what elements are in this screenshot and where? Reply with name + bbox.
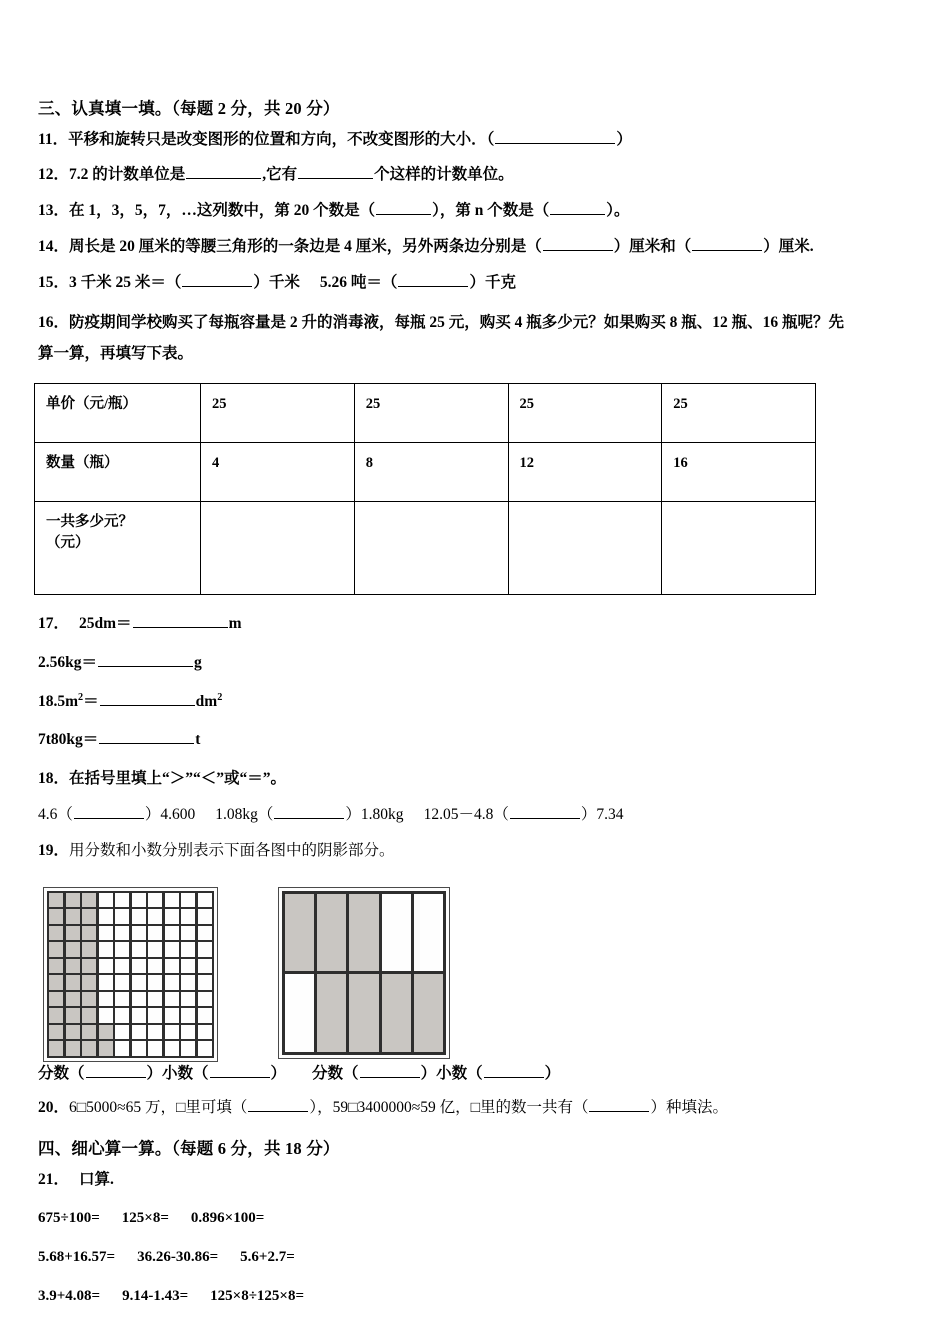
grid-cell [49,975,63,989]
question-14-number: 14． [38,237,70,255]
grid-cell [132,909,146,923]
question-17-item-3-left-superscript: 2 [78,691,84,703]
grid-cell [99,959,113,973]
grid-cell [198,942,212,956]
question-17-number: 17． [38,615,70,633]
question-13-text-3: ）。 [606,202,630,220]
grid-cell [49,942,63,956]
cell-quantity-2: 8 [354,443,508,502]
question-21-row-2 [38,1245,918,1269]
calc-item-2-1[interactable]: 5.68+16.57= [38,1248,116,1265]
grid-cell [132,893,146,907]
grid-cell [349,894,378,972]
question-18-items [38,803,918,828]
tenths-strip-grid-figure [278,887,450,1059]
question-14 [38,235,918,260]
question-18-b-right: ）1.80kg [345,806,404,824]
grid-cell [82,926,96,940]
grid-cell [99,992,113,1006]
question-17-item-4-left: 7t80kg＝ [38,731,99,749]
grid-cell [115,1041,129,1055]
hundred-square-grid-figure [43,887,218,1062]
question-19-prompt-text: 用分数和小数分别表示下面各图中的阴影部分。 [69,841,395,859]
calc-item-1-1[interactable]: 675÷100= [38,1209,100,1226]
grid-cell [285,894,314,972]
question-17-blank-2[interactable] [98,651,193,667]
grid-cell [148,975,162,989]
grid-cell [181,1025,195,1039]
calc-item-2-3[interactable]: 5.6+2.7= [240,1248,295,1265]
cell-quantity-3: 12 [508,443,662,502]
grid-cell [165,992,179,1006]
question-19-answer-labels [38,1061,918,1083]
question-15-blank-1[interactable] [182,271,252,287]
figure-1-fraction-blank[interactable] [86,1062,146,1078]
question-15-text-2: ）千米 [253,273,300,291]
question-18-blank-1[interactable] [74,803,144,819]
calc-item-1-2[interactable]: 125×8= [121,1209,169,1226]
grid-cell [99,942,113,956]
grid-cell [198,1008,212,1022]
question-12-blank-2[interactable] [298,164,373,180]
calc-item-2-2[interactable]: 36.26-30.86= [137,1248,219,1265]
question-18-b-left: 1.08kg（ [215,806,274,824]
figure-2-decimal-blank[interactable] [484,1062,544,1078]
question-13-text-1: 在 1，3，5，7，…这列数中，第 20 个数是（ [69,202,376,220]
question-12-text-2: ,它有 [262,166,298,184]
grid-cell [115,926,129,940]
question-14-text-2: ）厘米和（ [613,237,692,255]
question-15-blank-2[interactable] [398,271,468,287]
question-16 [38,307,918,371]
question-14-text-3: ）厘米. [763,237,814,255]
grid-cell [198,975,212,989]
question-12-blank-1[interactable] [186,164,261,180]
question-13-blank-1[interactable] [376,199,431,215]
grid-cell [181,1041,195,1055]
grid-cell [99,1041,113,1055]
cell-total-1[interactable] [201,502,355,595]
question-20 [38,1096,918,1121]
grid-cell [181,893,195,907]
grid-cell [99,975,113,989]
grid-cell [181,1008,195,1022]
question-15-text-3: 5.26 吨＝（ [319,273,398,291]
grid-cell [132,975,146,989]
row-label-total-line1: 一共多少元？ [46,514,133,531]
grid-cell [82,893,96,907]
question-12-text-3: 个这样的计数单位。 [374,166,514,184]
question-17-blank-3[interactable] [100,690,195,706]
grid-cell [115,975,129,989]
grid-cell [49,959,63,973]
grid-cell [198,1041,212,1055]
question-12 [38,163,918,188]
grid-cell [132,992,146,1006]
grid-cell [66,893,80,907]
question-18-blank-2[interactable] [274,803,344,819]
question-19-prompt [38,839,918,864]
grid-cell [49,1041,63,1055]
question-11-text: 平移和旋转只是改变图形的位置和方向，不改变图形的大小．（ [68,130,495,148]
grid-cell [414,974,443,1052]
table-row-unit-price [35,384,816,443]
grid-cell [317,974,346,1052]
grid-cell [49,992,63,1006]
grid-cell [148,1025,162,1039]
grid-cell [198,909,212,923]
question-21-row-3 [38,1284,918,1308]
grid-cell [165,959,179,973]
figure-2-fraction-blank[interactable] [360,1062,420,1078]
question-14-blank-1[interactable] [543,235,613,251]
question-18-number: 18． [38,770,70,788]
cell-total-2[interactable] [354,502,508,595]
grid-cell [198,992,212,1006]
grid-cell [165,909,179,923]
question-17-blank-1[interactable] [133,612,228,628]
grid-cell [66,975,80,989]
question-14-blank-2[interactable] [692,235,762,251]
question-17-item-2-unit: g [194,653,202,671]
question-15-text-4: ）千克 [469,273,516,291]
question-21-row-1 [38,1206,918,1230]
question-20-blank-1[interactable] [248,1096,308,1112]
question-21-title-text: 口算. [79,1171,114,1189]
grid-cell [148,992,162,1006]
question-19-number: 19． [38,841,70,859]
question-18-a-left: 4.6（ [38,806,73,824]
grid-cell [82,992,96,1006]
grid-cell [115,909,129,923]
question-17-item-3-left: 18.5m [38,692,79,710]
question-17-line-1 [38,612,918,637]
grid-cell [165,1025,179,1039]
grid-cell [181,975,195,989]
grid-cell [165,926,179,940]
grid-cell [115,1008,129,1022]
question-18-c-left: 12.05－4.8（ [423,806,509,824]
grid-cell [115,959,129,973]
question-17-line-3 [38,690,918,715]
grid-cell [148,926,162,940]
question-17-item-2-left: 2.56kg＝ [38,653,97,671]
grid-cell [82,959,96,973]
grid-cell [382,974,411,1052]
grid-cell [148,1008,162,1022]
grid-cell [82,975,96,989]
cell-unit-price-4: 25 [662,384,816,443]
grid-cell [66,926,80,940]
grid-cell [115,1025,129,1039]
grid-cell [148,1041,162,1055]
question-18-c-right: ）7.34 [580,806,624,824]
grid-cell [115,992,129,1006]
cell-quantity-4: 16 [662,443,816,502]
question-14-text-1: 周长是 20 厘米的等腰三角形的一条边是 4 厘米，另外两条边分别是（ [69,237,542,255]
cell-unit-price-1: 25 [201,384,355,443]
grid-cell [165,893,179,907]
grid-cell [414,894,443,972]
table-row-total [35,502,816,595]
question-17-line-4 [38,728,918,753]
grid-cell [181,959,195,973]
question-17-line-2 [38,651,918,676]
figure-1-close: ） [270,1064,287,1082]
figure-2-fraction-label: 分数（ [312,1064,359,1082]
question-17-item-3-unit: dm [195,692,218,710]
calc-item-1-3[interactable]: 0.896×100= [190,1209,265,1226]
question-19-figures [38,875,918,1055]
grid-cell [132,959,146,973]
grid-cell [115,893,129,907]
question-18-blank-3[interactable] [510,803,580,819]
question-16-price-table [34,383,816,595]
grid-cell [198,1025,212,1039]
figure-1-fraction-label: 分数（ [38,1064,85,1082]
section-4-heading: 四、细心算一算。（每题 6 分，共 18 分） [38,1139,340,1159]
calc-item-3-1[interactable]: 3.9+4.08= [38,1287,101,1304]
grid-cell [148,893,162,907]
grid-cell [181,926,195,940]
question-20-number: 20． [38,1098,70,1116]
grid-cell [66,1041,80,1055]
question-11-tail: ） [616,130,632,148]
question-21-title [38,1168,918,1193]
table-row-quantity [35,443,816,502]
question-20-text-3: ）种填法。 [650,1098,728,1116]
grid-cell [132,942,146,956]
cell-unit-price-2: 25 [354,384,508,443]
cell-total-3[interactable] [508,502,662,595]
grid-cell [82,942,96,956]
row-label-unit-price: 单价（元/瓶） [35,384,201,443]
question-11-number: 11． [38,130,69,148]
row-label-total [35,502,201,595]
question-20-blank-2[interactable] [589,1096,649,1112]
cell-total-4[interactable] [662,502,816,595]
grid-cell [82,1025,96,1039]
grid-cell [66,909,80,923]
question-17-item-3-unit-superscript: 2 [217,691,223,703]
grid-cell [148,942,162,956]
grid-cell [198,959,212,973]
grid-cell [49,1008,63,1022]
question-15 [38,271,918,296]
grid-cell [198,893,212,907]
question-15-text-1: 3 千米 25 米＝（ [69,273,182,291]
grid-cell [49,926,63,940]
grid-cell [181,909,195,923]
cell-unit-price-3: 25 [508,384,662,443]
grid-cell [198,926,212,940]
question-16-number: 16． [38,313,70,331]
grid-cell [49,1025,63,1039]
grid-cell [66,992,80,1006]
question-16-text-line1: 防疫期间学校购买了每瓶容量是 2 升的消毒液，每瓶 25 元，购买 4 瓶多少元？如果购买 8 瓶、12 瓶、16 瓶呢？先 [69,313,845,331]
question-17-item-1-unit: m [228,615,242,633]
grid-cell [317,894,346,972]
question-17-blank-4[interactable] [99,729,194,745]
grid-cell [115,942,129,956]
question-17-item-1-left: 25dm＝ [79,615,132,633]
grid-cell [66,1025,80,1039]
grid-cell [82,909,96,923]
question-13-text-2: ），第 n 个数是（ [432,202,550,220]
question-13-number: 13． [38,202,70,220]
question-13-blank-2[interactable] [550,199,605,215]
figure-1-decimal-blank[interactable] [210,1062,270,1078]
grid-cell [99,1008,113,1022]
grid-cell [49,893,63,907]
grid-cell [132,1025,146,1039]
question-18-prompt-text: 在括号里填上“＞”“＜”或“＝”。 [69,770,287,788]
grid-cell [148,909,162,923]
grid-cell [181,992,195,1006]
grid-cell [132,1008,146,1022]
page-content [38,96,918,1323]
grid-cell [99,926,113,940]
grid-cell [49,909,63,923]
cell-quantity-1: 4 [201,443,355,502]
question-11-answer-blank[interactable] [495,128,615,144]
grid-cell [165,975,179,989]
question-12-text-1: 7.2 的计数单位是 [69,166,186,184]
grid-cell [82,1008,96,1022]
row-label-quantity: 数量（瓶） [35,443,201,502]
question-20-text-1: 6□5000≈65 万，□里可填（ [69,1098,248,1116]
grid-cell [66,942,80,956]
grid-cell [82,1041,96,1055]
grid-cell [99,1025,113,1039]
question-20-text-2: ），59□3400000≈59 亿，□里的数一共有（ [309,1098,589,1116]
hundred-square-grid-cells [47,891,214,1058]
grid-cell [66,1008,80,1022]
question-18-prompt [38,767,918,792]
question-12-number: 12． [38,166,70,184]
grid-cell [382,894,411,972]
figure-2-decimal-label: ）小数（ [420,1064,483,1082]
section-3-heading: 三、认真填一填。（每题 2 分，共 20 分） [38,99,340,118]
grid-cell [132,1041,146,1055]
question-18-a-right: ）4.600 [144,806,196,824]
question-11 [38,128,918,153]
grid-cell [349,974,378,1052]
grid-cell [165,1008,179,1022]
grid-cell [66,959,80,973]
grid-cell [285,974,314,1052]
question-17-item-3-equals: ＝ [83,692,99,710]
figure-2-close: ） [544,1064,561,1082]
grid-cell [99,909,113,923]
question-13 [38,199,918,224]
question-17-item-4-unit: t [195,731,201,749]
figure-1-decimal-label: ）小数（ [146,1064,209,1082]
grid-cell [165,1041,179,1055]
grid-cell [99,893,113,907]
question-15-number: 15． [38,273,70,291]
grid-cell [165,942,179,956]
question-21-number: 21． [38,1171,70,1189]
calc-item-3-2[interactable]: 9.14-1.43= [122,1287,189,1304]
row-label-total-line2: （元） [46,535,90,552]
calc-item-3-3[interactable]: 125×8÷125×8= [210,1287,305,1304]
question-16-text-line2: 算一算，再填写下表。 [38,345,194,363]
tenths-strip-grid-cells [282,891,446,1055]
grid-cell [132,926,146,940]
grid-cell [148,959,162,973]
grid-cell [181,942,195,956]
